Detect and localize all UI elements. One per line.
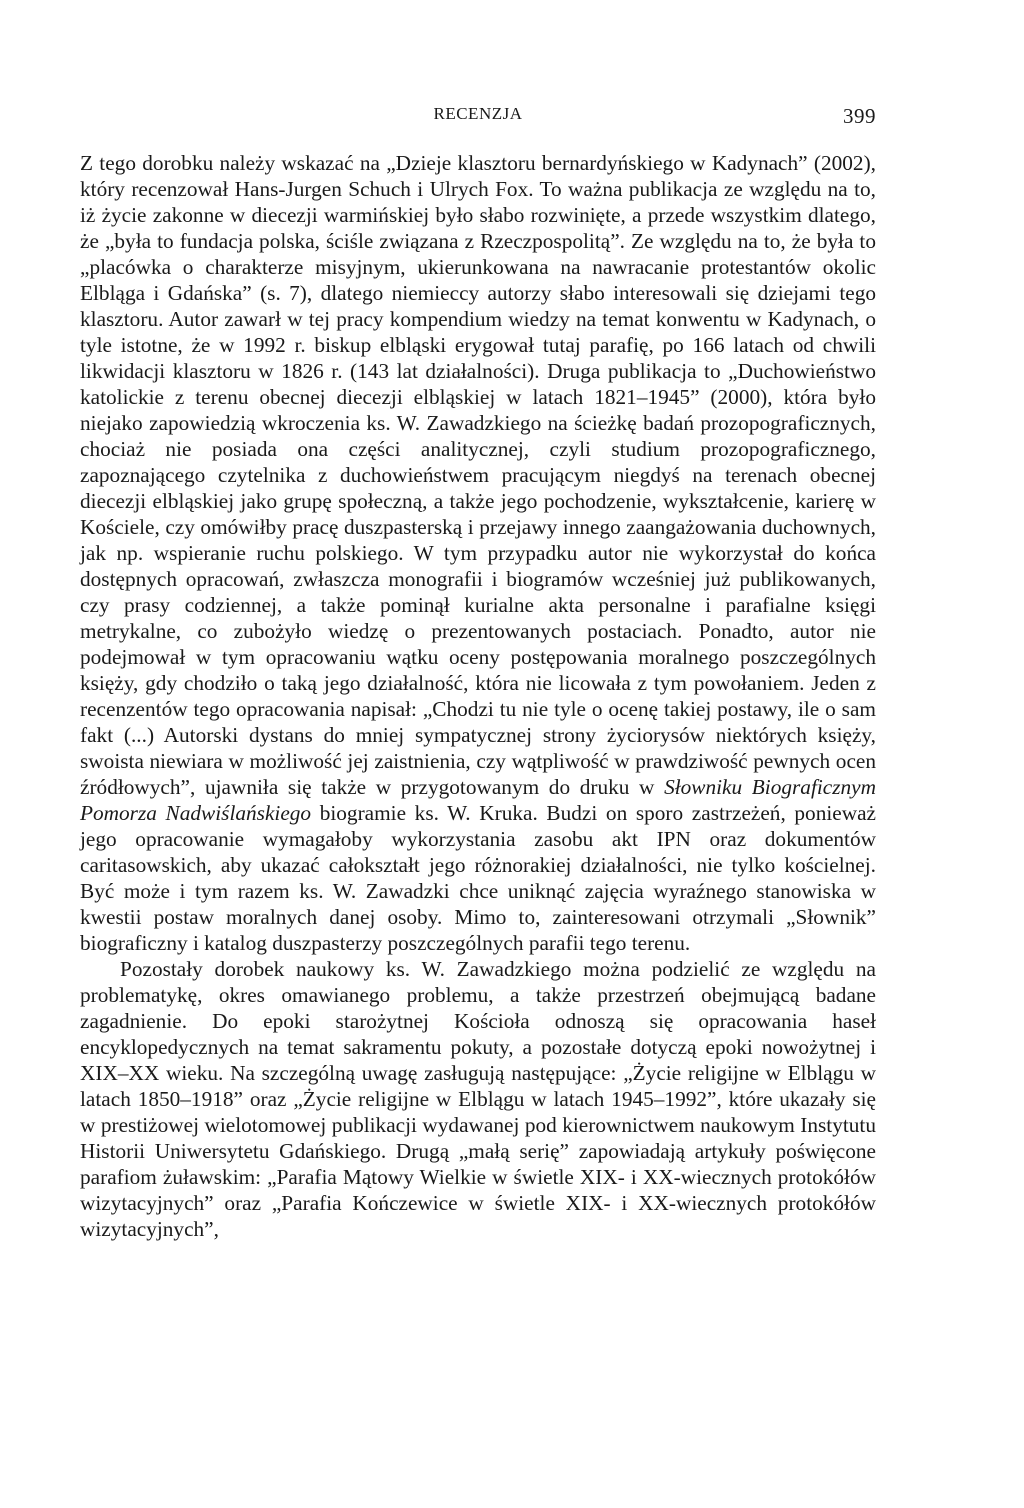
text-segment: biogramie ks. W. Kruka. Budzi on sporo zastrzeżeń, ponieważ jego opracowanie wymagałoby wykorzystania zasobu akt IPN oraz dokumentów caritasowskich, aby ukazać całokształt jego różnorakiej działalności, nie tylko kościelnej. Być może i tym razem ks. W. Zawadzki chce uniknąć zajęcia wyraźnego stanowiska w kwestii postaw moralnych danej osoby. Mimo to, zainteresowani otrzymali „Słownik” biograficzny i katalog duszpasterzy poszczególnych parafii tego terenu. bbox=[80, 801, 876, 955]
paragraph-2 bbox=[80, 956, 876, 1242]
text-segment: Z tego dorobku należy wskazać na „Dzieje klasztoru bernardyńskiego w Kadynach” (2002), który recenzował Hans-Jurgen Schuch i Ulrych Fox. To ważna publikacja ze względu na to, iż życie zakonne w diecezji warmińskiej było słabo rozwinięte, a przede wszystkim dlatego, że „była to fundacja polska, ściśle związana z Rzeczpospolitą”. Ze względu na to, że była to „placówka o charakterze misyjnym, ukierunkowana na nawracanie protestantów okolic Elbląga i Gdańska” (s. 7), dlatego niemieccy autorzy słabo interesowali się dziejami tego klasztoru. Autor zawarł w tej pracy kompendium wiedzy na temat konwentu w Kadynach, o tyle istotne, że w 1992 r. biskup elbląski erygował tutaj parafię, po 166 latach od chwili likwidacji klasztoru w 1826 r. (143 lat działalności). Druga publikacja to „Duchowieństwo katolickie z terenu obecnej diecezji elbląskiej w latach 1821–1945” (2000), która było niejako zapowiedzią wkroczenia ks. W. Zawadzkiego na ścieżkę badań prozopograficznych, chociaż nie posiada ona części analitycznej, czyli studium prozopograficznego, zapoznającego czytelnika z duchowieństwem pracującym niegdyś na terenach obecnej diecezji elbląskiej jako grupę społeczną, a także jego pochodzenie, wykształcenie, karierę w Kościele, czy omówiłby pracę duszpasterską i przejawy innego zaangażowania duchownych, jak np. wspieranie ruchu polskiego. W tym przypadku autor nie wykorzystał do końca dostępnych opracowań, zwłaszcza monografii i biogramów wcześniej już publikowanych, czy prasy codziennej, a także pominął kurialne akta personalne i parafialne księgi metrykalne, co zubożyło wiedzę o prezentowanych postaciach. Ponadto, autor nie podejmował w tym opracowaniu wątku oceny postępowania moralnego poszczególnych księży, gdy chodziło o taką jego działalność, która nie licowała z tym powołaniem. Jeden z recenzentów tego opracowania napisał: „Chodzi tu nie tyle o ocenę takiej postawy, ile o sam fakt (...) Autorski dystans do mniej sympatycznej strony życiorysów niektórych księży, swoista niewiara w możliwość jej zaistnienia, czy wątpliwość w prawdziwość pewnych ocen źródłowych”, ujawniła się także w przygotowanym do druku w bbox=[80, 151, 876, 799]
italic-title: Słowniku Biograficznym Pomorza Nadwiślańskiego bbox=[80, 775, 876, 825]
paragraph-1 bbox=[80, 150, 876, 956]
document-page bbox=[80, 104, 876, 1242]
running-title: RECENZJA bbox=[433, 104, 523, 123]
running-header bbox=[80, 104, 876, 132]
text-segment: Pozostały dorobek naukowy ks. W. Zawadzkiego można podzielić ze względu na problematykę, okres omawianego problemu, a także przestrzeń obejmującą badane zagadnienie. Do epoki starożytnej Kościoła odnoszą się opracowania haseł encyklopedycznych na temat sakramentu pokuty, a pozostałe dotyczą epoki nowożytnej i XIX–XX wieku. Na szczególną uwagę zasługują następujące: „Życie religijne w Elblągu w latach 1850–1918” oraz „Życie religijne w Elblągu w latach 1945–1992”, które ukazały się w prestiżowej wielotomowej publikacji wydawanej pod kierownictwem naukowym Instytutu Historii Uniwersytetu Gdańskiego. Drugą „małą serię” zapowiadają artykuły poświęcone parafiom żuławskim: „Parafia Mątowy Wielkie w świetle XIX- i XX-wiecznych protokółów wizytacyjnych” oraz „Parafia Kończewice w świetle XIX- i XX-wiecznych protokółów wizytacyjnych”, bbox=[80, 957, 876, 1241]
page-number: 399 bbox=[843, 104, 876, 128]
body-text bbox=[80, 150, 876, 1242]
